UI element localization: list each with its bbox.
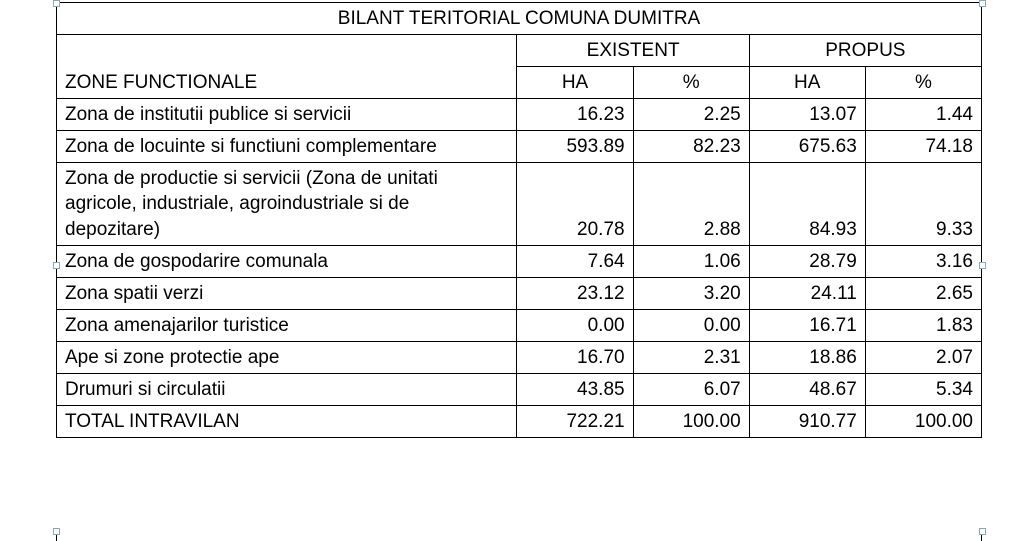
row-label: Zona spatii verzi — [57, 277, 517, 309]
row-propus-ha: 16.71 — [749, 309, 865, 341]
row-existent-pct: 2.25 — [633, 99, 749, 131]
row-existent-ha: 20.78 — [517, 163, 633, 245]
row-label: Drumuri si circulatii — [57, 373, 517, 405]
table-row — [57, 341, 982, 373]
row-existent-ha: 593.89 — [517, 131, 633, 163]
row-existent-pct: 1.06 — [633, 245, 749, 277]
row-existent-ha: 0.00 — [517, 309, 633, 341]
row-label: Zona de productie si servicii (Zona de unitati agricole, industriale, agroindustriale si de depozitare) — [57, 163, 517, 245]
bilant-teritorial-table — [56, 2, 982, 438]
selection-handle-middle-right[interactable] — [979, 262, 986, 269]
total-existent-pct: 100.00 — [633, 406, 749, 438]
table-row — [57, 309, 982, 341]
table-group-header-row — [57, 35, 982, 67]
row-propus-pct: 5.34 — [865, 373, 981, 405]
row-existent-ha: 16.23 — [517, 99, 633, 131]
row-propus-pct: 9.33 — [865, 163, 981, 245]
subheader-propus-ha: HA — [749, 67, 865, 99]
row-label: Ape si zone protectie ape — [57, 341, 517, 373]
row-existent-pct: 2.88 — [633, 163, 749, 245]
row-existent-pct: 2.31 — [633, 341, 749, 373]
row-label: Zona de gospodarire comunala — [57, 245, 517, 277]
header-propus: PROPUS — [749, 35, 981, 67]
row-propus-pct: 3.16 — [865, 245, 981, 277]
row-existent-pct: 0.00 — [633, 309, 749, 341]
total-propus-pct: 100.00 — [865, 406, 981, 438]
row-propus-pct: 2.07 — [865, 341, 981, 373]
row-existent-pct: 6.07 — [633, 373, 749, 405]
row-propus-ha: 18.86 — [749, 341, 865, 373]
total-existent-ha: 722.21 — [517, 406, 633, 438]
subheader-existent-pct: % — [633, 67, 749, 99]
sheet-bottom-row — [56, 532, 982, 541]
row-existent-ha: 7.64 — [517, 245, 633, 277]
row-label: Zona amenajarilor turistice — [57, 309, 517, 341]
table-row — [57, 131, 982, 163]
subheader-existent-ha: HA — [517, 67, 633, 99]
row-label: Zona de locuinte si functiuni complementare — [57, 131, 517, 163]
row-propus-ha: 24.11 — [749, 277, 865, 309]
total-label: TOTAL INTRAVILAN — [57, 406, 517, 438]
selection-handle-bottom-left[interactable] — [53, 528, 60, 535]
row-propus-pct: 2.65 — [865, 277, 981, 309]
subheader-propus-pct: % — [865, 67, 981, 99]
row-existent-pct: 82.23 — [633, 131, 749, 163]
table-row — [57, 277, 982, 309]
row-propus-ha: 675.63 — [749, 131, 865, 163]
selection-handle-middle-left[interactable] — [53, 262, 60, 269]
row-propus-ha: 28.79 — [749, 245, 865, 277]
row-existent-pct: 3.20 — [633, 277, 749, 309]
header-existent: EXISTENT — [517, 35, 749, 67]
row-label: Zona de institutii publice si servicii — [57, 99, 517, 131]
header-zone-functionale: ZONE FUNCTIONALE — [57, 35, 517, 99]
table-title: BILANT TERITORIAL COMUNA DUMITRA — [57, 3, 982, 35]
selection-handle-top-right[interactable] — [979, 0, 986, 7]
table-total-row — [57, 406, 982, 438]
row-propus-ha: 13.07 — [749, 99, 865, 131]
row-propus-pct: 1.83 — [865, 309, 981, 341]
row-existent-ha: 23.12 — [517, 277, 633, 309]
table-row — [57, 245, 982, 277]
row-propus-ha: 48.67 — [749, 373, 865, 405]
table-row — [57, 99, 982, 131]
selection-handle-bottom-right[interactable] — [979, 528, 986, 535]
table-row — [57, 163, 982, 245]
row-existent-ha: 43.85 — [517, 373, 633, 405]
table-title-row — [57, 3, 982, 35]
selection-handle-top-left[interactable] — [53, 0, 60, 7]
row-propus-ha: 84.93 — [749, 163, 865, 245]
row-propus-pct: 74.18 — [865, 131, 981, 163]
row-propus-pct: 1.44 — [865, 99, 981, 131]
total-propus-ha: 910.77 — [749, 406, 865, 438]
table-row — [57, 373, 982, 405]
row-existent-ha: 16.70 — [517, 341, 633, 373]
